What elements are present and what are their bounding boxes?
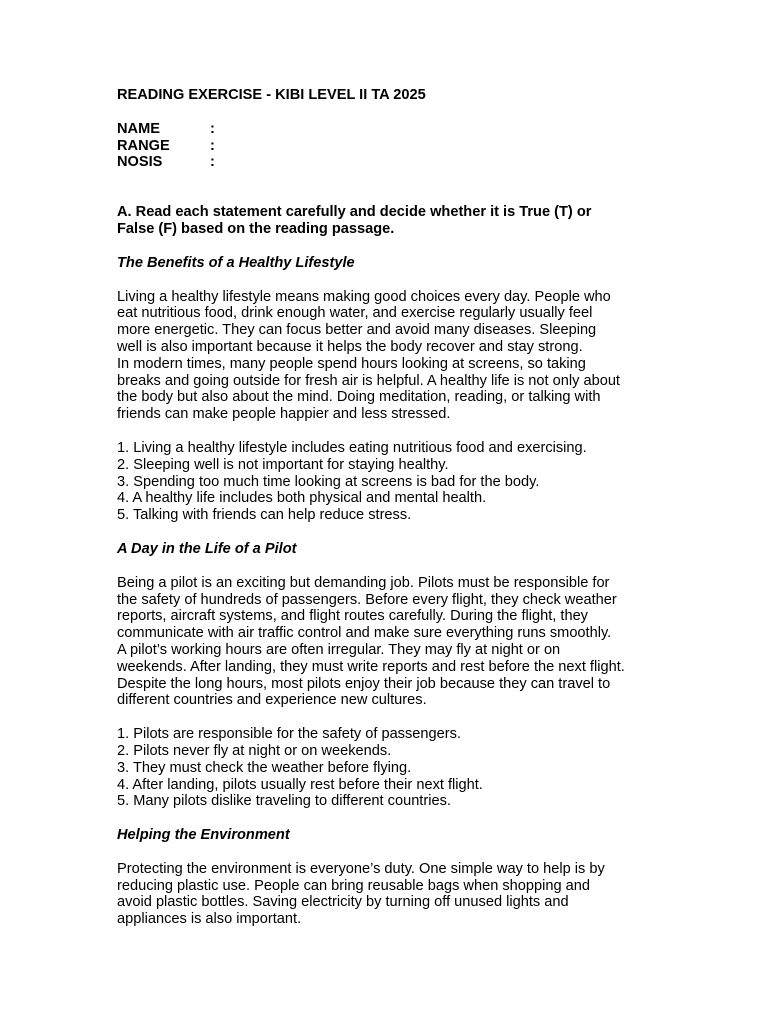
passage-line: In modern times, many people spend hours looking at screens, so taking [117,355,586,372]
passage [117,289,662,423]
field-label: RANGE [117,137,170,154]
statement-item: 2. Pilots never fly at night or on weekends. [117,742,392,759]
field-label: NOSIS [117,154,163,171]
passage-line: weekends. After landing, they must write reports and rest before the next flight. [117,658,625,675]
instruction-line: A. Read each statement carefully and decide whether it is True (T) or [117,204,592,221]
passage-line: eat nutritious food, drink enough water, and exercise regularly usually feel [117,305,593,322]
passage-line: Protecting the environment is everyone’s duty. One simple way to help is by [117,860,605,877]
passage-line: the body but also about the mind. Doing meditation, reading, or talking with [117,389,601,406]
statement-item: 4. A healthy life includes both physical and mental health. [117,490,487,507]
section-healthy-lifestyle [117,255,662,524]
section-heading: A Day in the Life of a Pilot [117,540,297,557]
field-range [117,138,662,155]
passage [117,861,662,928]
passage-line: Being a pilot is an exciting but demanding job. Pilots must be responsible for [117,574,610,591]
field-label: NAME [117,120,160,137]
passage-line: Despite the long hours, most pilots enjoy their job because they can travel to [117,675,611,692]
field-separator: : [210,154,215,171]
passage-line: avoid plastic bottles. Saving electricity by turning off unused lights and [117,894,569,911]
passage [117,575,662,709]
statement-item: 1. Pilots are responsible for the safety of passengers. [117,726,461,743]
passage-line: reports, aircraft systems, and flight routes carefully. During the flight, they [117,608,588,625]
section-heading: Helping the Environment [117,827,290,844]
field-name [117,121,662,138]
passage-line: breaks and going outside for fresh air is helpful. A healthy life is not only about [117,372,620,389]
statement-item: 3. They must check the weather before flying. [117,759,412,776]
instruction [117,204,662,238]
passage-line: different countries and experience new cultures. [117,692,427,709]
passage-line: A pilot’s working hours are often irregular. They may fly at night or on [117,641,561,658]
student-info-fields [117,121,662,171]
statement-item: 3. Spending too much time looking at screens is bad for the body. [117,473,540,490]
passage-line: communicate with air traffic control and make sure everything runs smoothly. [117,625,612,642]
statement-list [117,726,662,810]
field-separator: : [210,120,215,137]
passage-line: Living a healthy lifestyle means making good choices every day. People who [117,288,611,305]
passage-line: appliances is also important. [117,911,302,928]
passage-line: friends can make people happier and less stressed. [117,406,451,423]
passage-line: reducing plastic use. People can bring reusable bags when shopping and [117,877,590,894]
field-separator: : [210,137,215,154]
passage-line: more energetic. They can focus better and avoid many diseases. Sleeping [117,322,597,339]
section-environment [117,827,662,928]
statement-item: 1. Living a healthy lifestyle includes eating nutritious food and exercising. [117,439,587,456]
document-content [117,87,662,928]
document-title: READING EXERCISE - KIBI LEVEL II TA 2025 [117,87,426,103]
statement-item: 4. After landing, pilots usually rest before their next flight. [117,776,483,793]
statement-item: 5. Talking with friends can help reduce stress. [117,507,412,524]
statement-item: 2. Sleeping well is not important for staying healthy. [117,456,449,473]
section-pilot [117,541,662,810]
passage-line: well is also important because it helps the body recover and stay strong. [117,338,583,355]
section-heading: The Benefits of a Healthy Lifestyle [117,254,355,271]
passage-line: the safety of hundreds of passengers. Before every flight, they check weather [117,591,617,608]
statement-item: 5. Many pilots dislike traveling to different countries. [117,793,451,810]
instruction-line: False (F) based on the reading passage. [117,220,395,237]
field-nosis [117,154,662,171]
statement-list [117,440,662,524]
